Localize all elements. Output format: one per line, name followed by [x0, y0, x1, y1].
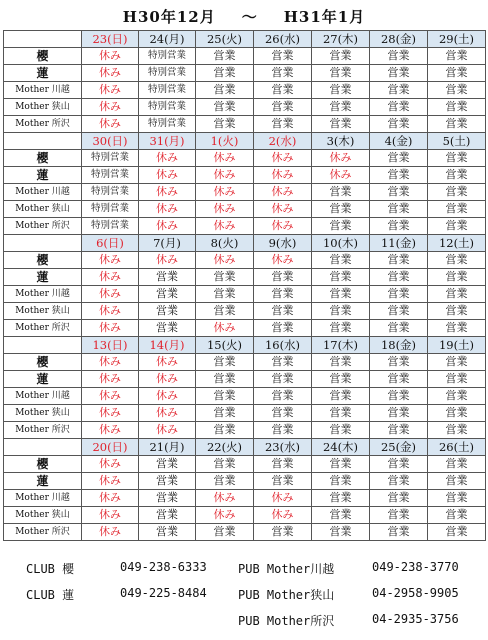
- status-cell: 営業: [196, 303, 254, 320]
- status-cell: 営業: [370, 490, 428, 507]
- status-cell: 営業: [139, 286, 196, 303]
- status-cell: 休み: [82, 524, 139, 541]
- status-cell: 営業: [312, 48, 370, 65]
- status-cell: 休み: [82, 388, 139, 405]
- shop-name: Mother 狭山: [4, 405, 82, 422]
- status-cell: 営業: [254, 303, 312, 320]
- week-table: [3, 30, 486, 133]
- day-header: 1(火): [196, 133, 254, 150]
- status-cell: 休み: [196, 218, 254, 235]
- page-title: [0, 6, 488, 27]
- status-cell: 営業: [312, 65, 370, 82]
- status-cell: 休み: [254, 167, 312, 184]
- status-cell: 営業: [370, 524, 428, 541]
- status-cell: 営業: [428, 150, 486, 167]
- status-cell: 営業: [370, 422, 428, 439]
- status-cell: 営業: [428, 184, 486, 201]
- status-cell: 営業: [196, 99, 254, 116]
- status-cell: 休み: [196, 490, 254, 507]
- day-header: 4(金): [370, 133, 428, 150]
- week-header-row: [4, 439, 486, 456]
- status-cell: 営業: [428, 303, 486, 320]
- status-cell: 営業: [312, 269, 370, 286]
- status-cell: 休み: [139, 201, 196, 218]
- status-cell: 営業: [196, 422, 254, 439]
- day-header: 15(火): [196, 337, 254, 354]
- status-cell: 営業: [312, 99, 370, 116]
- status-cell: 営業: [312, 82, 370, 99]
- table-row: [4, 167, 486, 184]
- shop-name: 蓮: [4, 371, 82, 388]
- status-cell: 休み: [82, 490, 139, 507]
- status-cell: 営業: [312, 473, 370, 490]
- status-cell: 営業: [254, 116, 312, 133]
- contact-label-sakura: CLUB 櫻: [26, 562, 75, 576]
- status-cell: 営業: [370, 354, 428, 371]
- status-cell: 休み: [82, 48, 139, 65]
- day-header: 26(土): [428, 439, 486, 456]
- status-cell: 営業: [370, 82, 428, 99]
- status-cell: 営業: [370, 65, 428, 82]
- day-header: 11(金): [370, 235, 428, 252]
- day-header: 28(金): [370, 31, 428, 48]
- status-cell: 営業: [312, 116, 370, 133]
- shop-name: 櫻: [4, 456, 82, 473]
- status-cell: 営業: [428, 82, 486, 99]
- status-cell: 営業: [428, 354, 486, 371]
- status-cell: 休み: [254, 218, 312, 235]
- header-corner: [4, 439, 82, 456]
- status-cell: 休み: [254, 201, 312, 218]
- status-cell: 特別営業: [82, 184, 139, 201]
- day-header: 22(火): [196, 439, 254, 456]
- status-cell: 営業: [196, 65, 254, 82]
- day-header: 27(木): [312, 31, 370, 48]
- status-cell: 特別営業: [139, 99, 196, 116]
- table-row: [4, 473, 486, 490]
- status-cell: 営業: [428, 116, 486, 133]
- status-cell: 休み: [82, 507, 139, 524]
- day-header: 19(土): [428, 337, 486, 354]
- status-cell: 営業: [428, 490, 486, 507]
- day-header: 6(日): [82, 235, 139, 252]
- status-cell: 休み: [139, 388, 196, 405]
- header-corner: [4, 31, 82, 48]
- status-cell: 営業: [428, 218, 486, 235]
- table-row: [4, 286, 486, 303]
- status-cell: 営業: [428, 269, 486, 286]
- status-cell: 営業: [254, 286, 312, 303]
- status-cell: 営業: [139, 456, 196, 473]
- day-header: 7(月): [139, 235, 196, 252]
- status-cell: 営業: [370, 388, 428, 405]
- status-cell: 休み: [82, 252, 139, 269]
- day-header: 3(木): [312, 133, 370, 150]
- week-header-row: [4, 133, 486, 150]
- table-row: [4, 388, 486, 405]
- status-cell: 営業: [428, 286, 486, 303]
- status-cell: 営業: [196, 388, 254, 405]
- table-row: [4, 456, 486, 473]
- status-cell: 営業: [370, 252, 428, 269]
- header-corner: [4, 133, 82, 150]
- status-cell: 休み: [139, 184, 196, 201]
- status-cell: 休み: [196, 150, 254, 167]
- status-cell: 休み: [82, 82, 139, 99]
- day-header: 23(水): [254, 439, 312, 456]
- status-cell: 営業: [428, 524, 486, 541]
- title-start-month: H30年12月: [122, 8, 216, 26]
- status-cell: 営業: [254, 65, 312, 82]
- status-cell: 営業: [428, 371, 486, 388]
- shop-name: Mother 川越: [4, 184, 82, 201]
- contact-label-tokorozawa: PUB Mother所沢: [238, 614, 335, 628]
- status-cell: 休み: [82, 269, 139, 286]
- status-cell: 営業: [428, 456, 486, 473]
- status-cell: 休み: [139, 252, 196, 269]
- week-header-row: [4, 235, 486, 252]
- status-cell: 休み: [82, 65, 139, 82]
- status-cell: 営業: [312, 456, 370, 473]
- contact-list: [0, 556, 488, 640]
- status-cell: 営業: [139, 269, 196, 286]
- status-cell: 営業: [312, 354, 370, 371]
- status-cell: 営業: [254, 371, 312, 388]
- status-cell: 営業: [370, 116, 428, 133]
- day-header: 13(日): [82, 337, 139, 354]
- status-cell: 休み: [196, 252, 254, 269]
- status-cell: 営業: [312, 201, 370, 218]
- shop-name: Mother 所沢: [4, 422, 82, 439]
- day-header: 31(月): [139, 133, 196, 150]
- shop-name: 櫻: [4, 48, 82, 65]
- status-cell: 営業: [370, 371, 428, 388]
- status-cell: 休み: [82, 286, 139, 303]
- shop-name: Mother 所沢: [4, 116, 82, 133]
- status-cell: 休み: [254, 184, 312, 201]
- contact-tel-sakura: 049-238-6333: [120, 560, 207, 574]
- contact-tel-ren: 049-225-8484: [120, 586, 207, 600]
- status-cell: 営業: [196, 269, 254, 286]
- shop-name: Mother 狭山: [4, 99, 82, 116]
- status-cell: 営業: [196, 371, 254, 388]
- status-cell: 営業: [428, 167, 486, 184]
- status-cell: 営業: [370, 201, 428, 218]
- status-cell: 休み: [82, 303, 139, 320]
- status-cell: 営業: [196, 456, 254, 473]
- day-header: 21(月): [139, 439, 196, 456]
- table-row: [4, 48, 486, 65]
- status-cell: 営業: [312, 303, 370, 320]
- status-cell: 営業: [312, 405, 370, 422]
- status-cell: 休み: [254, 150, 312, 167]
- table-row: [4, 65, 486, 82]
- day-header: 12(土): [428, 235, 486, 252]
- title-separator: ～: [241, 8, 258, 26]
- header-corner: [4, 235, 82, 252]
- contact-tel-tokorozawa: 04-2935-3756: [372, 612, 459, 626]
- title-end-month: H31年1月: [283, 8, 366, 26]
- status-cell: 営業: [254, 99, 312, 116]
- contact-label-ren: CLUB 蓮: [26, 588, 75, 602]
- status-cell: 営業: [312, 388, 370, 405]
- shop-name: Mother 川越: [4, 82, 82, 99]
- status-cell: 営業: [428, 201, 486, 218]
- status-cell: 特別営業: [139, 116, 196, 133]
- table-row: [4, 99, 486, 116]
- status-cell: 営業: [312, 184, 370, 201]
- status-cell: 営業: [139, 524, 196, 541]
- table-row: [4, 524, 486, 541]
- shop-name: Mother 川越: [4, 388, 82, 405]
- status-cell: 営業: [312, 252, 370, 269]
- day-header: 17(木): [312, 337, 370, 354]
- status-cell: 特別営業: [82, 150, 139, 167]
- table-row: [4, 116, 486, 133]
- status-cell: 休み: [312, 167, 370, 184]
- status-cell: 営業: [312, 524, 370, 541]
- shop-name: Mother 狭山: [4, 507, 82, 524]
- day-header: 25(金): [370, 439, 428, 456]
- day-header: 23(日): [82, 31, 139, 48]
- status-cell: 営業: [254, 320, 312, 337]
- status-cell: 営業: [196, 48, 254, 65]
- status-cell: 休み: [139, 371, 196, 388]
- table-row: [4, 320, 486, 337]
- status-cell: 営業: [428, 507, 486, 524]
- week-table: [3, 234, 486, 337]
- day-header: 10(木): [312, 235, 370, 252]
- status-cell: 営業: [370, 456, 428, 473]
- status-cell: 営業: [312, 286, 370, 303]
- status-cell: 特別営業: [82, 167, 139, 184]
- status-cell: 営業: [196, 354, 254, 371]
- status-cell: 営業: [370, 473, 428, 490]
- status-cell: 休み: [82, 422, 139, 439]
- status-cell: 特別営業: [139, 65, 196, 82]
- table-row: [4, 507, 486, 524]
- status-cell: 休み: [82, 371, 139, 388]
- table-row: [4, 405, 486, 422]
- status-cell: 休み: [254, 490, 312, 507]
- shop-name: Mother 所沢: [4, 218, 82, 235]
- status-cell: 営業: [428, 473, 486, 490]
- week-header-row: [4, 337, 486, 354]
- status-cell: 営業: [370, 48, 428, 65]
- table-row: [4, 252, 486, 269]
- status-cell: 休み: [254, 252, 312, 269]
- shop-name: 蓮: [4, 167, 82, 184]
- day-header: 20(日): [82, 439, 139, 456]
- contact-label-sayama: PUB Mother狭山: [238, 588, 335, 602]
- table-row: [4, 354, 486, 371]
- status-cell: 営業: [428, 252, 486, 269]
- table-row: [4, 150, 486, 167]
- status-cell: 休み: [312, 150, 370, 167]
- day-header: 8(火): [196, 235, 254, 252]
- status-cell: 営業: [139, 303, 196, 320]
- status-cell: 特別営業: [139, 48, 196, 65]
- day-header: 5(土): [428, 133, 486, 150]
- status-cell: 営業: [196, 286, 254, 303]
- table-row: [4, 422, 486, 439]
- status-cell: 休み: [82, 405, 139, 422]
- table-row: [4, 201, 486, 218]
- day-header: 24(月): [139, 31, 196, 48]
- status-cell: 営業: [254, 269, 312, 286]
- shop-name: Mother 川越: [4, 490, 82, 507]
- shop-name: 櫻: [4, 252, 82, 269]
- status-cell: 営業: [312, 371, 370, 388]
- table-row: [4, 269, 486, 286]
- shop-name: 櫻: [4, 354, 82, 371]
- status-cell: 休み: [139, 405, 196, 422]
- shop-name: Mother 川越: [4, 286, 82, 303]
- status-cell: 休み: [196, 167, 254, 184]
- contact-tel-sayama: 04-2958-9905: [372, 586, 459, 600]
- day-header: 9(水): [254, 235, 312, 252]
- status-cell: 営業: [370, 320, 428, 337]
- status-cell: 営業: [139, 320, 196, 337]
- status-cell: 営業: [196, 82, 254, 99]
- status-cell: 営業: [428, 405, 486, 422]
- status-cell: 休み: [139, 354, 196, 371]
- day-header: 25(火): [196, 31, 254, 48]
- header-corner: [4, 337, 82, 354]
- day-header: 30(日): [82, 133, 139, 150]
- shop-name: 櫻: [4, 150, 82, 167]
- status-cell: 営業: [370, 405, 428, 422]
- table-row: [4, 218, 486, 235]
- status-cell: 休み: [196, 320, 254, 337]
- status-cell: 営業: [370, 167, 428, 184]
- status-cell: 営業: [370, 99, 428, 116]
- contact-tel-kawagoe: 049-238-3770: [372, 560, 459, 574]
- day-header: 18(金): [370, 337, 428, 354]
- shop-name: Mother 所沢: [4, 524, 82, 541]
- week-header-row: [4, 31, 486, 48]
- status-cell: 休み: [139, 167, 196, 184]
- contact-label-kawagoe: PUB Mother川越: [238, 562, 335, 576]
- week-table: [3, 132, 486, 235]
- status-cell: 休み: [196, 201, 254, 218]
- table-row: [4, 371, 486, 388]
- week-table: [3, 336, 486, 439]
- status-cell: 営業: [254, 422, 312, 439]
- status-cell: 営業: [139, 473, 196, 490]
- status-cell: 営業: [428, 320, 486, 337]
- status-cell: 休み: [82, 116, 139, 133]
- status-cell: 営業: [370, 303, 428, 320]
- day-header: 2(水): [254, 133, 312, 150]
- status-cell: 営業: [428, 65, 486, 82]
- status-cell: 営業: [312, 490, 370, 507]
- status-cell: 特別営業: [139, 82, 196, 99]
- status-cell: 休み: [139, 422, 196, 439]
- status-cell: 休み: [196, 507, 254, 524]
- status-cell: 営業: [370, 286, 428, 303]
- status-cell: 休み: [82, 99, 139, 116]
- status-cell: 営業: [196, 405, 254, 422]
- status-cell: 営業: [370, 184, 428, 201]
- status-cell: 営業: [254, 405, 312, 422]
- status-cell: 営業: [370, 150, 428, 167]
- status-cell: 営業: [312, 422, 370, 439]
- status-cell: 休み: [82, 320, 139, 337]
- status-cell: 営業: [254, 524, 312, 541]
- status-cell: 休み: [139, 218, 196, 235]
- day-header: 16(水): [254, 337, 312, 354]
- status-cell: 営業: [254, 388, 312, 405]
- day-header: 29(土): [428, 31, 486, 48]
- status-cell: 営業: [428, 99, 486, 116]
- shop-name: Mother 狭山: [4, 201, 82, 218]
- day-header: 26(水): [254, 31, 312, 48]
- shop-name: 蓮: [4, 65, 82, 82]
- shop-name: 蓮: [4, 269, 82, 286]
- status-cell: 営業: [139, 490, 196, 507]
- table-row: [4, 490, 486, 507]
- week-table: [3, 438, 486, 541]
- status-cell: 営業: [428, 388, 486, 405]
- status-cell: 営業: [254, 82, 312, 99]
- status-cell: 営業: [196, 116, 254, 133]
- status-cell: 営業: [428, 48, 486, 65]
- status-cell: 営業: [312, 218, 370, 235]
- table-row: [4, 82, 486, 99]
- shop-name: 蓮: [4, 473, 82, 490]
- status-cell: 営業: [370, 218, 428, 235]
- shop-name: Mother 狭山: [4, 303, 82, 320]
- status-cell: 営業: [196, 473, 254, 490]
- status-cell: 営業: [254, 48, 312, 65]
- shop-name: Mother 所沢: [4, 320, 82, 337]
- status-cell: 休み: [82, 473, 139, 490]
- status-cell: 休み: [139, 150, 196, 167]
- status-cell: 特別営業: [82, 201, 139, 218]
- day-header: 24(木): [312, 439, 370, 456]
- status-cell: 休み: [254, 507, 312, 524]
- status-cell: 特別営業: [82, 218, 139, 235]
- status-cell: 営業: [428, 422, 486, 439]
- status-cell: 営業: [370, 269, 428, 286]
- status-cell: 営業: [312, 507, 370, 524]
- status-cell: 休み: [82, 456, 139, 473]
- status-cell: 休み: [82, 354, 139, 371]
- status-cell: 営業: [196, 524, 254, 541]
- table-row: [4, 184, 486, 201]
- status-cell: 営業: [254, 473, 312, 490]
- status-cell: 営業: [312, 320, 370, 337]
- status-cell: 営業: [254, 354, 312, 371]
- status-cell: 営業: [254, 456, 312, 473]
- status-cell: 営業: [370, 507, 428, 524]
- status-cell: 休み: [196, 184, 254, 201]
- day-header: 14(月): [139, 337, 196, 354]
- status-cell: 営業: [139, 507, 196, 524]
- table-row: [4, 303, 486, 320]
